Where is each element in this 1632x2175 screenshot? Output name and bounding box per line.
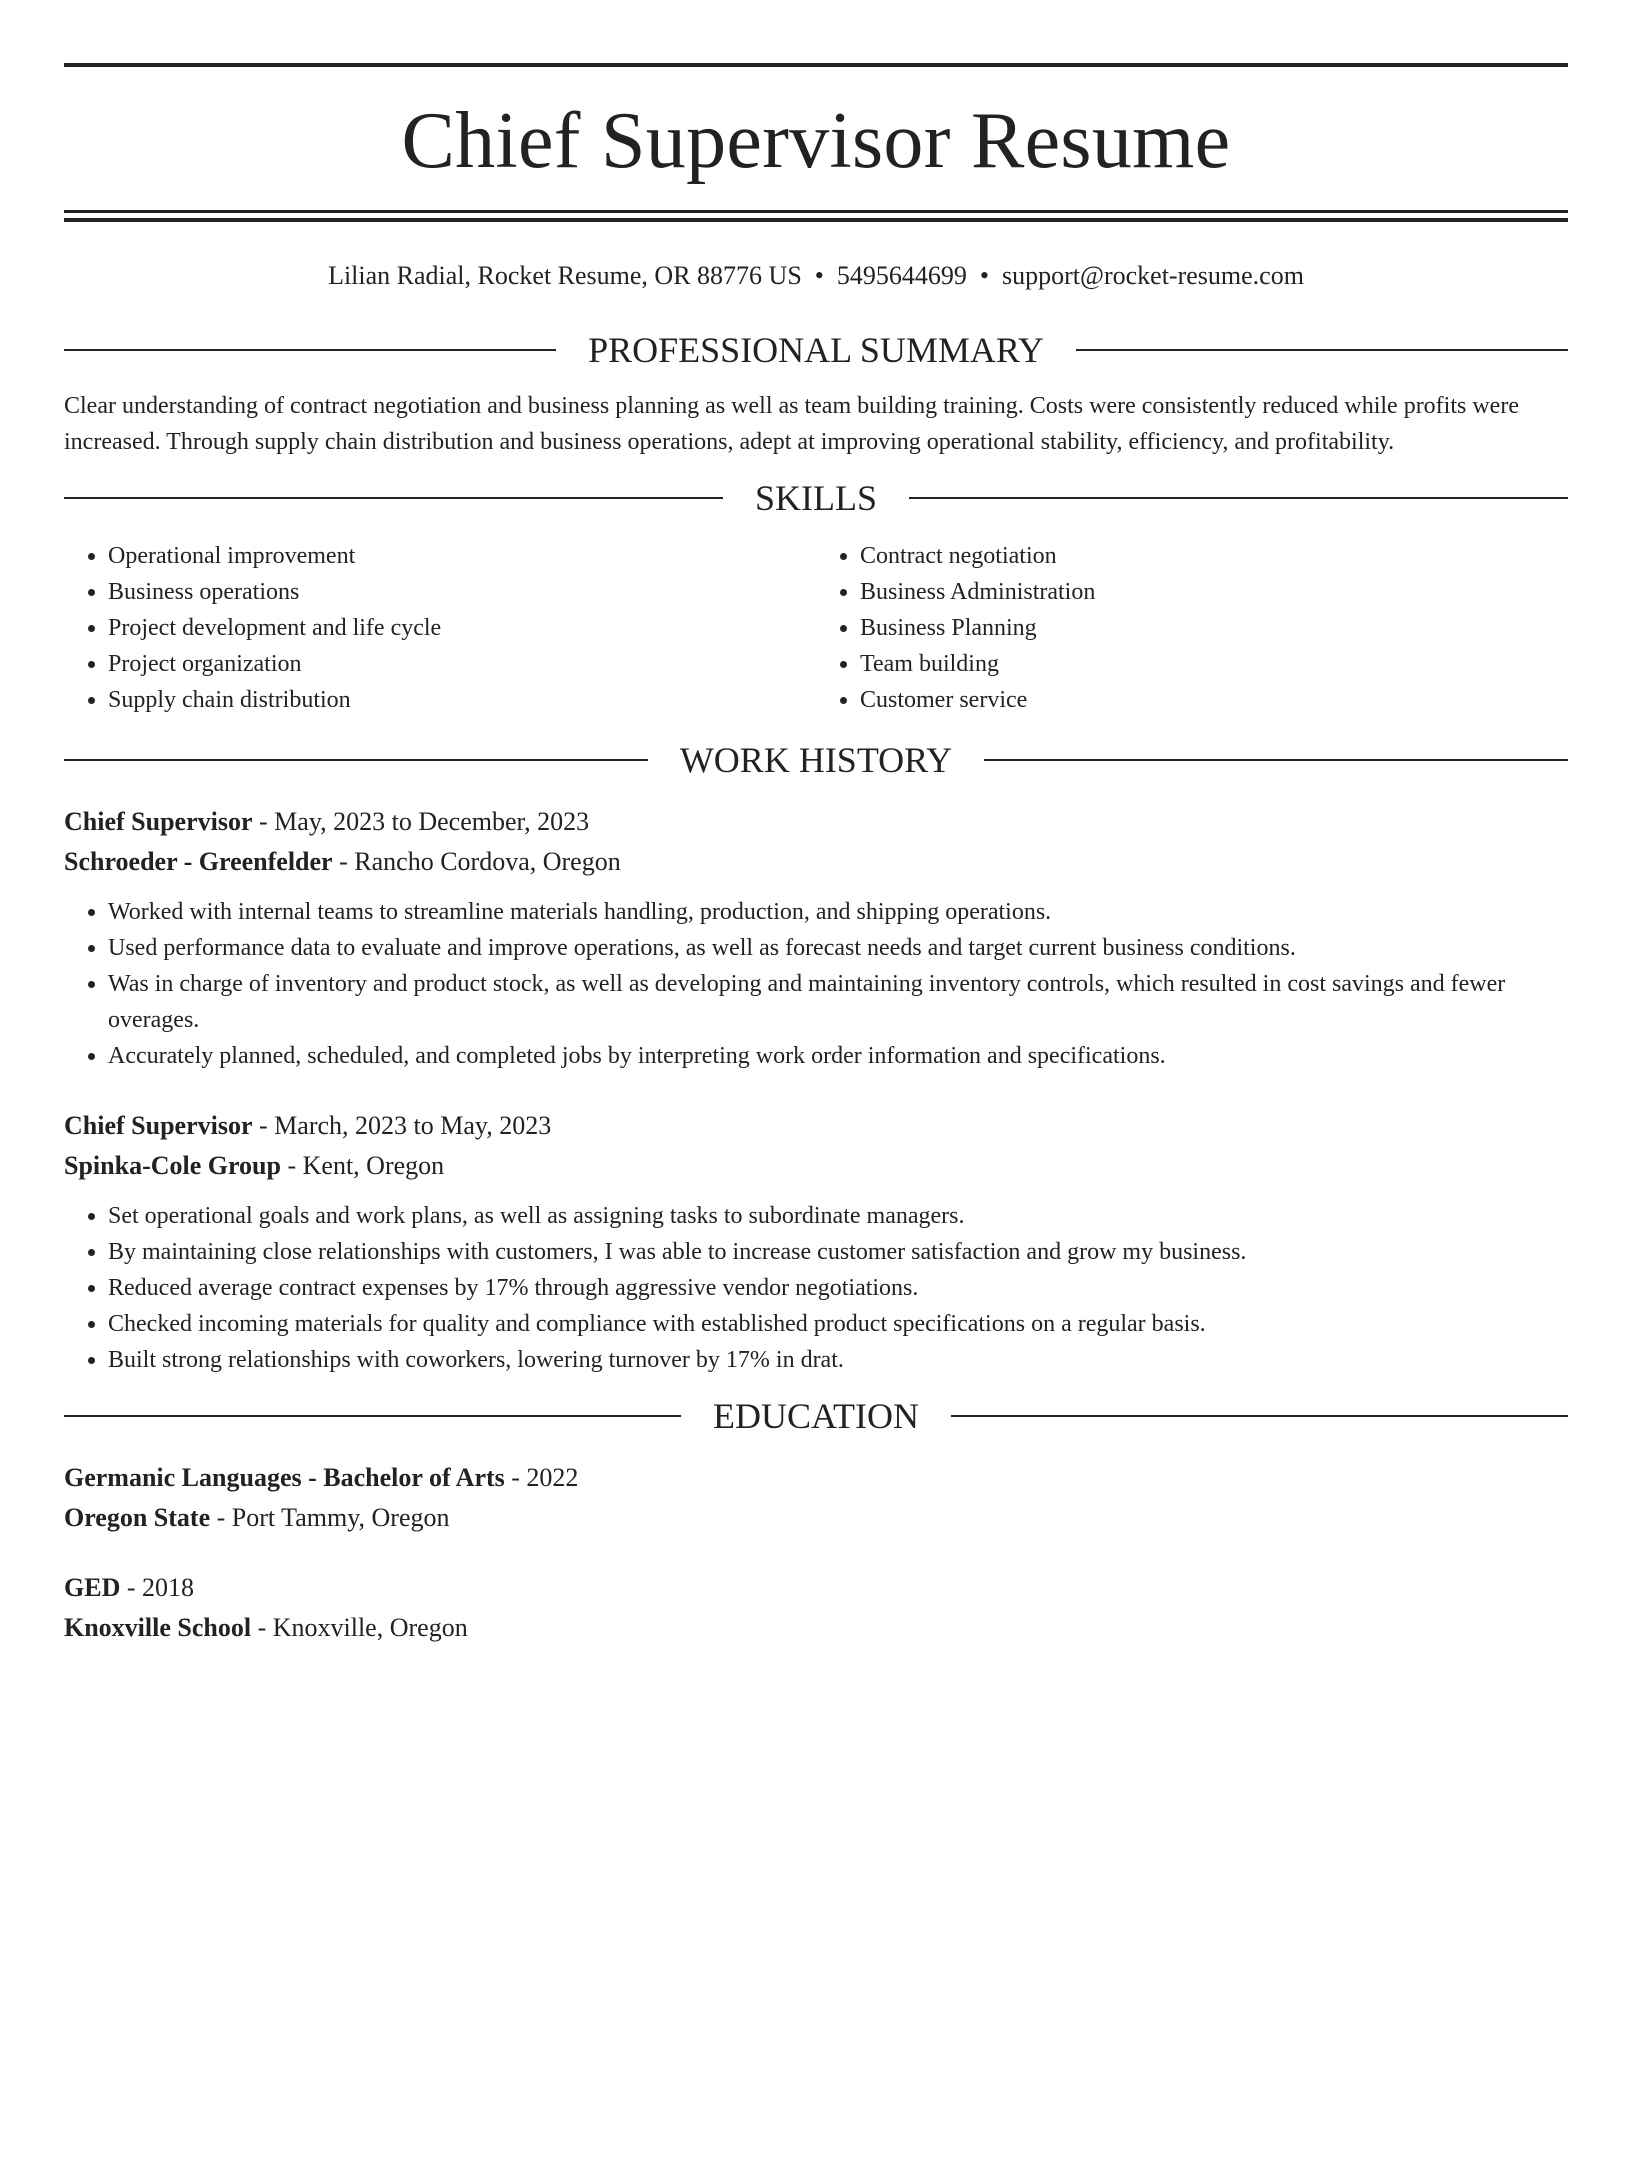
skill-item: • Project development and life cycle [108,610,816,646]
job-bullet: • Accurately planned, scheduled, and completed jobs by interpreting work order information and specifications. [108,1038,1568,1074]
job-location: - Rancho Cordova, Oregon [332,847,621,876]
job-company-line [64,842,1568,882]
contact-line [64,260,1568,292]
education-location: - Port Tammy, Oregon [210,1503,450,1532]
title-double-rule [64,210,1568,222]
job-bullets [64,894,1568,1074]
summary-heading-label: PROFESSIONAL SUMMARY [588,330,1044,370]
education-degree: Germanic Languages - Bachelor of Arts [64,1463,505,1492]
education-degree-line [64,1568,1568,1608]
education-year: - 2018 [120,1573,195,1602]
education-entry [64,1568,1568,1648]
job-company: Schroeder - Greenfelder [64,847,333,876]
job-company: Spinka-Cole Group [64,1151,281,1180]
education-heading-label: EDUCATION [713,1396,919,1436]
job-bullet: • Checked incoming materials for quality and compliance with established product specifications on a regular basis. [108,1306,1568,1342]
job-title: Chief Supervisor [64,1111,253,1140]
skills-heading [64,478,1568,518]
work-heading [64,740,1568,780]
contact-address: Lilian Radial, Rocket Resume, OR 88776 US [328,261,802,290]
education-entry [64,1458,1568,1538]
job-bullet: • Used performance data to evaluate and improve operations, as well as forecast needs and target current business conditions. [108,930,1568,966]
job-bullet: • Built strong relationships with coworkers, lowering turnover by 17% in drat. [108,1342,1568,1378]
education-school: Oregon State [64,1503,211,1532]
contact-phone: 5495644699 [836,261,967,290]
job-bullet: • By maintaining close relationships with customers, I was able to increase customer satisfaction and grow my business. [108,1234,1568,1270]
job-dates: - May, 2023 to December, 2023 [252,807,590,836]
skill-item: • Customer service [860,682,1568,718]
contact-email: support@rocket-resume.com [1002,261,1304,290]
job-dates: - March, 2023 to May, 2023 [252,1111,552,1140]
contact-separator: • [814,261,824,290]
heading-rule-left [64,497,723,499]
job-entry [64,802,1568,1074]
skills-list [64,538,1568,718]
contact-separator: • [979,261,990,290]
heading-rule-right [951,1415,1568,1417]
heading-rule-right [909,497,1568,499]
heading-rule-left [64,349,556,351]
job-location: - Kent, Oregon [280,1151,445,1180]
skill-item: • Project organization [108,646,816,682]
skill-item: • Business Administration [860,574,1568,610]
skills-column-right [816,538,1568,718]
heading-rule-right [984,759,1568,761]
top-rule [64,63,1568,67]
skill-item: • Business operations [108,574,816,610]
job-title-line [64,802,1568,842]
summary-text: Clear understanding of contract negotiation and business planning as well as team building training. Costs were consistently reduced while profits were increased. Through supply chain distribution and business operations, adept at improving operational stability, efficiency, and profitability. [64,393,1519,455]
summary-heading [64,330,1568,370]
job-bullet: • Worked with internal teams to streamline materials handling, production, and shipping operations. [108,894,1568,930]
education-school-line [64,1608,1568,1648]
skill-item: • Operational improvement [108,538,816,574]
education-degree-line [64,1458,1568,1498]
page-title: Chief Supervisor Resume [401,97,1231,185]
work-heading-label: WORK HISTORY [679,740,953,780]
job-bullet: • Set operational goals and work plans, as well as assigning tasks to subordinate managers. [108,1198,1568,1234]
skill-item: • Supply chain distribution [108,682,816,718]
education-heading [64,1396,1568,1436]
job-bullet: • Reduced average contract expenses by 17% through aggressive vendor negotiations. [108,1270,1568,1306]
education-degree: GED [64,1573,121,1602]
skills-column-left [64,538,816,718]
education-location: - Knoxville, Oregon [251,1613,468,1642]
skill-item: • Team building [860,646,1568,682]
skills-heading-label: SKILLS [755,478,878,518]
job-title-line [64,1106,1568,1146]
heading-rule-left [64,759,648,761]
education-school: Knoxville School [64,1613,252,1642]
heading-rule-left [64,1415,681,1417]
skill-item: • Contract negotiation [860,538,1568,574]
job-bullet: • Was in charge of inventory and product stock, as well as developing and maintaining inventory controls, which resulted in cost savings and fewer overages. [108,966,1568,1038]
job-company-line [64,1146,1568,1186]
resume-page [0,63,1632,2175]
heading-rule-right [1076,349,1568,351]
job-title: Chief Supervisor [64,807,253,836]
education-year: - 2022 [504,1463,579,1492]
job-entry [64,1106,1568,1378]
education-school-line [64,1498,1568,1538]
skill-item: • Business Planning [860,610,1568,646]
job-bullets [64,1198,1568,1378]
